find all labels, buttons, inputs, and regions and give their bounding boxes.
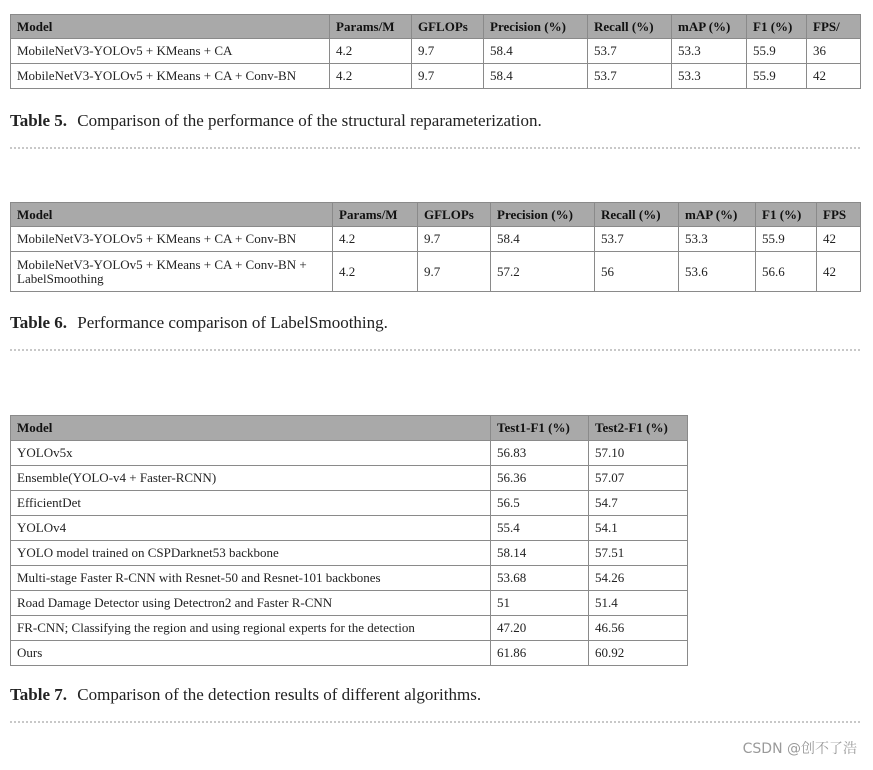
table-row [11,516,688,541]
value-cell: 58.4 [484,39,588,64]
value-cell: 9.7 [418,252,491,292]
column-header: F1 (%) [756,203,817,227]
value-cell: 46.56 [589,616,688,641]
table-5 [10,14,861,89]
watermark: CSDN @创不了浩 [742,741,857,757]
model-cell: Road Damage Detector using Detectron2 and Faster R-CNN [11,591,491,616]
value-cell: 54.7 [589,491,688,516]
value-cell: 42 [817,252,861,292]
model-cell: MobileNetV3-YOLOv5 + KMeans + CA + Conv-BN [11,64,330,89]
value-cell: 4.2 [330,39,412,64]
value-cell: 55.9 [747,64,807,89]
table-6-caption [10,313,388,333]
value-cell: 4.2 [333,252,418,292]
value-cell: 42 [817,227,861,252]
table-5-caption [10,111,542,131]
value-cell: 57.07 [589,466,688,491]
model-cell: YOLOv4 [11,516,491,541]
column-header: Recall (%) [588,15,672,39]
column-header: Params/M [330,15,412,39]
value-cell: 51 [491,591,589,616]
caption-label: Table 5. [10,111,68,130]
model-cell: YOLOv5x [11,441,491,466]
value-cell: 42 [807,64,861,89]
column-header: Params/M [333,203,418,227]
value-cell: 4.2 [330,64,412,89]
value-cell: 55.9 [756,227,817,252]
value-cell: 61.86 [491,641,589,666]
value-cell: 56.6 [756,252,817,292]
value-cell: 57.2 [491,252,595,292]
value-cell: 53.7 [588,64,672,89]
value-cell: 36 [807,39,861,64]
value-cell: 54.1 [589,516,688,541]
model-cell: YOLO model trained on CSPDarknet53 backbone [11,541,491,566]
value-cell: 54.26 [589,566,688,591]
table-row [11,441,688,466]
caption-text: Performance comparison of LabelSmoothing. [77,313,388,332]
table-row [11,466,688,491]
value-cell: 51.4 [589,591,688,616]
model-cell: Ours [11,641,491,666]
column-header: mAP (%) [672,15,747,39]
value-cell: 53.7 [595,227,679,252]
model-cell: MobileNetV3-YOLOv5 + KMeans + CA [11,39,330,64]
value-cell: 9.7 [412,39,484,64]
value-cell: 53.7 [588,39,672,64]
value-cell: 4.2 [333,227,418,252]
caption-text: Comparison of the detection results of different algorithms. [77,685,482,704]
divider [10,147,860,149]
table-header-row [11,416,688,441]
column-header: Model [11,15,330,39]
model-cell: MobileNetV3-YOLOv5 + KMeans + CA + Conv-BN [11,227,333,252]
model-cell: EfficientDet [11,491,491,516]
value-cell: 53.3 [679,227,756,252]
value-cell: 47.20 [491,616,589,641]
value-cell: 53.68 [491,566,589,591]
value-cell: 55.9 [747,39,807,64]
table-header-row [11,203,861,227]
column-header: F1 (%) [747,15,807,39]
value-cell: 57.51 [589,541,688,566]
value-cell: 58.14 [491,541,589,566]
value-cell: 53.3 [672,39,747,64]
model-cell: MobileNetV3-YOLOv5 + KMeans + CA + Conv-BN + LabelSmoothing [11,252,333,292]
caption-label: Table 6. [10,313,68,332]
value-cell: 56.36 [491,466,589,491]
column-header: Test2-F1 (%) [589,416,688,441]
column-header: Model [11,203,333,227]
column-header: mAP (%) [679,203,756,227]
table-row [11,64,861,89]
table-7 [10,415,688,666]
column-header: FPS [817,203,861,227]
column-header: Model [11,416,491,441]
value-cell: 60.92 [589,641,688,666]
table-row [11,39,861,64]
table-row [11,591,688,616]
table-row [11,541,688,566]
column-header: FPS/ [807,15,861,39]
column-header: Precision (%) [491,203,595,227]
value-cell: 57.10 [589,441,688,466]
value-cell: 55.4 [491,516,589,541]
table-row [11,641,688,666]
caption-text: Comparison of the performance of the structural reparameterization. [77,111,542,130]
value-cell: 56.5 [491,491,589,516]
model-cell: Ensemble(YOLO-v4 + Faster-RCNN) [11,466,491,491]
column-header: Recall (%) [595,203,679,227]
table-7-caption [10,685,481,705]
value-cell: 56.83 [491,441,589,466]
table-row [11,227,861,252]
caption-label: Table 7. [10,685,68,704]
column-header: Test1-F1 (%) [491,416,589,441]
value-cell: 58.4 [491,227,595,252]
value-cell: 53.3 [672,64,747,89]
model-cell: FR-CNN; Classifying the region and using regional experts for the detection [11,616,491,641]
table-6 [10,202,861,292]
model-cell: Multi-stage Faster R-CNN with Resnet-50 and Resnet-101 backbones [11,566,491,591]
column-header: GFLOPs [412,15,484,39]
table-row [11,252,861,292]
column-header: Precision (%) [484,15,588,39]
value-cell: 9.7 [418,227,491,252]
value-cell: 9.7 [412,64,484,89]
table-header-row [11,15,861,39]
table-row [11,491,688,516]
value-cell: 56 [595,252,679,292]
table-row [11,616,688,641]
divider [10,349,860,351]
value-cell: 53.6 [679,252,756,292]
value-cell: 58.4 [484,64,588,89]
table-row [11,566,688,591]
column-header: GFLOPs [418,203,491,227]
divider [10,721,860,723]
